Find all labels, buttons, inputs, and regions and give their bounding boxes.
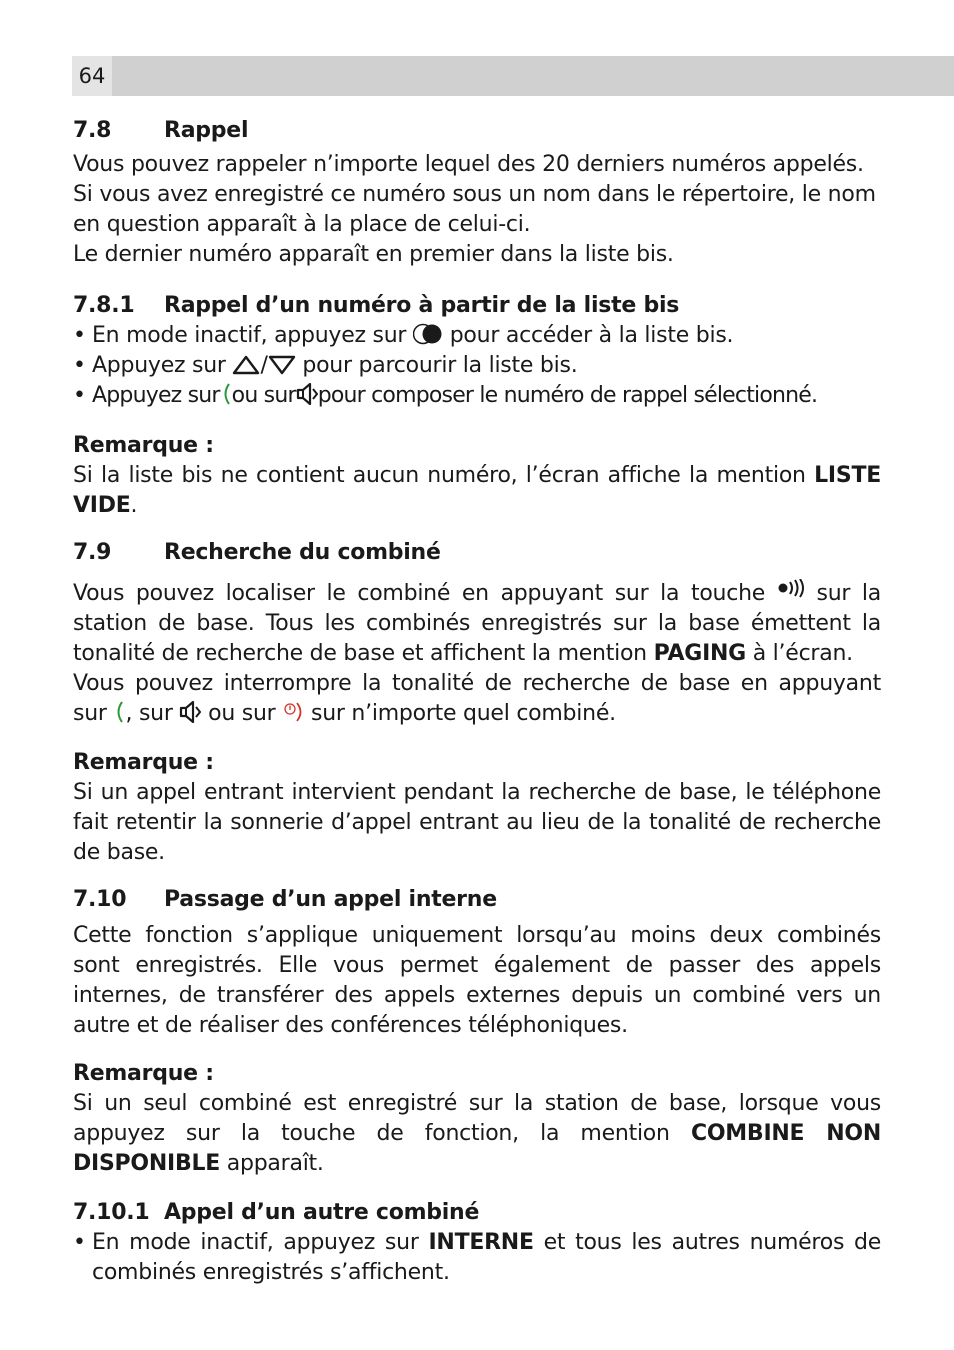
- section-heading: 7.8.1 Rappel d’un numéro à partir de la liste bis: [73, 293, 680, 318]
- talk-button-icon: [113, 701, 125, 723]
- redial-button-icon: [413, 323, 443, 345]
- paragraph-line: fait retentir la sonnerie d’appel entrant au lieu de la tonalité de recherche: [73, 810, 881, 835]
- paragraph-line: en question apparaît à la place de celui-ci.: [73, 212, 531, 237]
- section-heading: 7.9 Recherche du combiné: [73, 540, 441, 565]
- down-arrow-icon: [268, 355, 296, 375]
- up-arrow-icon: [232, 355, 260, 375]
- paragraph-line: autre et de réaliser des conférences téléphoniques.: [73, 1013, 628, 1038]
- paragraph-line: Le dernier numéro apparaît en premier dans la liste bis.: [73, 242, 674, 267]
- section-7-10-1: [73, 1198, 881, 1288]
- paragraph-line: internes, de transférer des appels externes depuis un combiné vers un: [73, 983, 881, 1008]
- note-2: [73, 748, 881, 868]
- page-number: 64: [72, 56, 112, 96]
- paging-icon: [777, 579, 805, 603]
- paragraph-line: Vous pouvez rappeler n’importe lequel des 20 derniers numéros appelés.: [73, 152, 864, 177]
- bullet-item: • Appuyez sur / pour parcourir la liste bis.: [73, 351, 881, 381]
- section-7-10: [73, 885, 881, 1041]
- paragraph-line: Si un appel entrant intervient pendant la recherche de base, le téléphone: [73, 780, 881, 805]
- section-7-8-1: [73, 291, 881, 411]
- speaker-icon: [179, 701, 201, 723]
- talk-button-icon: [220, 383, 232, 405]
- end-call-power-icon: [282, 701, 304, 723]
- paragraph-line: de base.: [73, 840, 165, 865]
- paragraph-line: Cette fonction s’applique uniquement lorsqu’au moins deux combinés: [73, 923, 881, 948]
- speaker-icon: [296, 383, 318, 405]
- bullet-item: • En mode inactif, appuyez sur pour accéder à la liste bis.: [73, 321, 881, 351]
- section-heading: 7.8 Rappel: [73, 118, 249, 143]
- paragraph-line: station de base. Tous les combinés enregistrés sur la base émettent la: [73, 611, 881, 636]
- note-3: [73, 1059, 881, 1179]
- paragraph-line: sur , sur ou sur sur n’importe quel combiné.: [73, 701, 616, 726]
- bullet-item: • En mode inactif, appuyez sur INTERNE et tous les autres numéros de combinés enregistrés s’affichent.: [73, 1228, 881, 1288]
- paragraph-line: Si un seul combiné est enregistré sur la station de base, lorsque vous: [73, 1091, 881, 1116]
- note-label: Remarque :: [73, 750, 214, 775]
- paragraph-line: Si la liste bis ne contient aucun numéro, l’écran affiche la mention LISTE: [73, 463, 881, 488]
- paragraph-line: Si vous avez enregistré ce numéro sous un nom dans le répertoire, le nom: [73, 182, 876, 207]
- paragraph-line: tonalité de recherche de base et affichent la mention PAGING à l’écran.: [73, 641, 853, 666]
- note-label: Remarque :: [73, 433, 214, 458]
- paragraph-line: VIDE.: [73, 493, 138, 518]
- section-7-9: [73, 538, 881, 729]
- note-label: Remarque :: [73, 1061, 214, 1086]
- paragraph-line: Vous pouvez interrompre la tonalité de recherche de base en appuyant: [73, 671, 881, 696]
- page-header-bar: [72, 56, 954, 96]
- paragraph-line: Vous pouvez localiser le combiné en appuyant sur la touche sur la: [73, 581, 882, 606]
- note-1: [73, 431, 881, 521]
- bullet-item: • Appuyez sur ou sur pour composer le numéro de rappel sélectionné.: [73, 381, 881, 411]
- paragraph-line: sont enregistrés. Elle vous permet également de passer des appels: [73, 953, 881, 978]
- section-7-8: [73, 116, 881, 270]
- section-heading: 7.10.1 Appel d’un autre combiné: [73, 1200, 480, 1225]
- section-heading: 7.10 Passage d’un appel interne: [73, 887, 497, 912]
- paragraph-line: appuyez sur la touche de fonction, la mention COMBINE NON: [73, 1121, 881, 1146]
- paragraph-line: DISPONIBLE apparaît.: [73, 1151, 324, 1176]
